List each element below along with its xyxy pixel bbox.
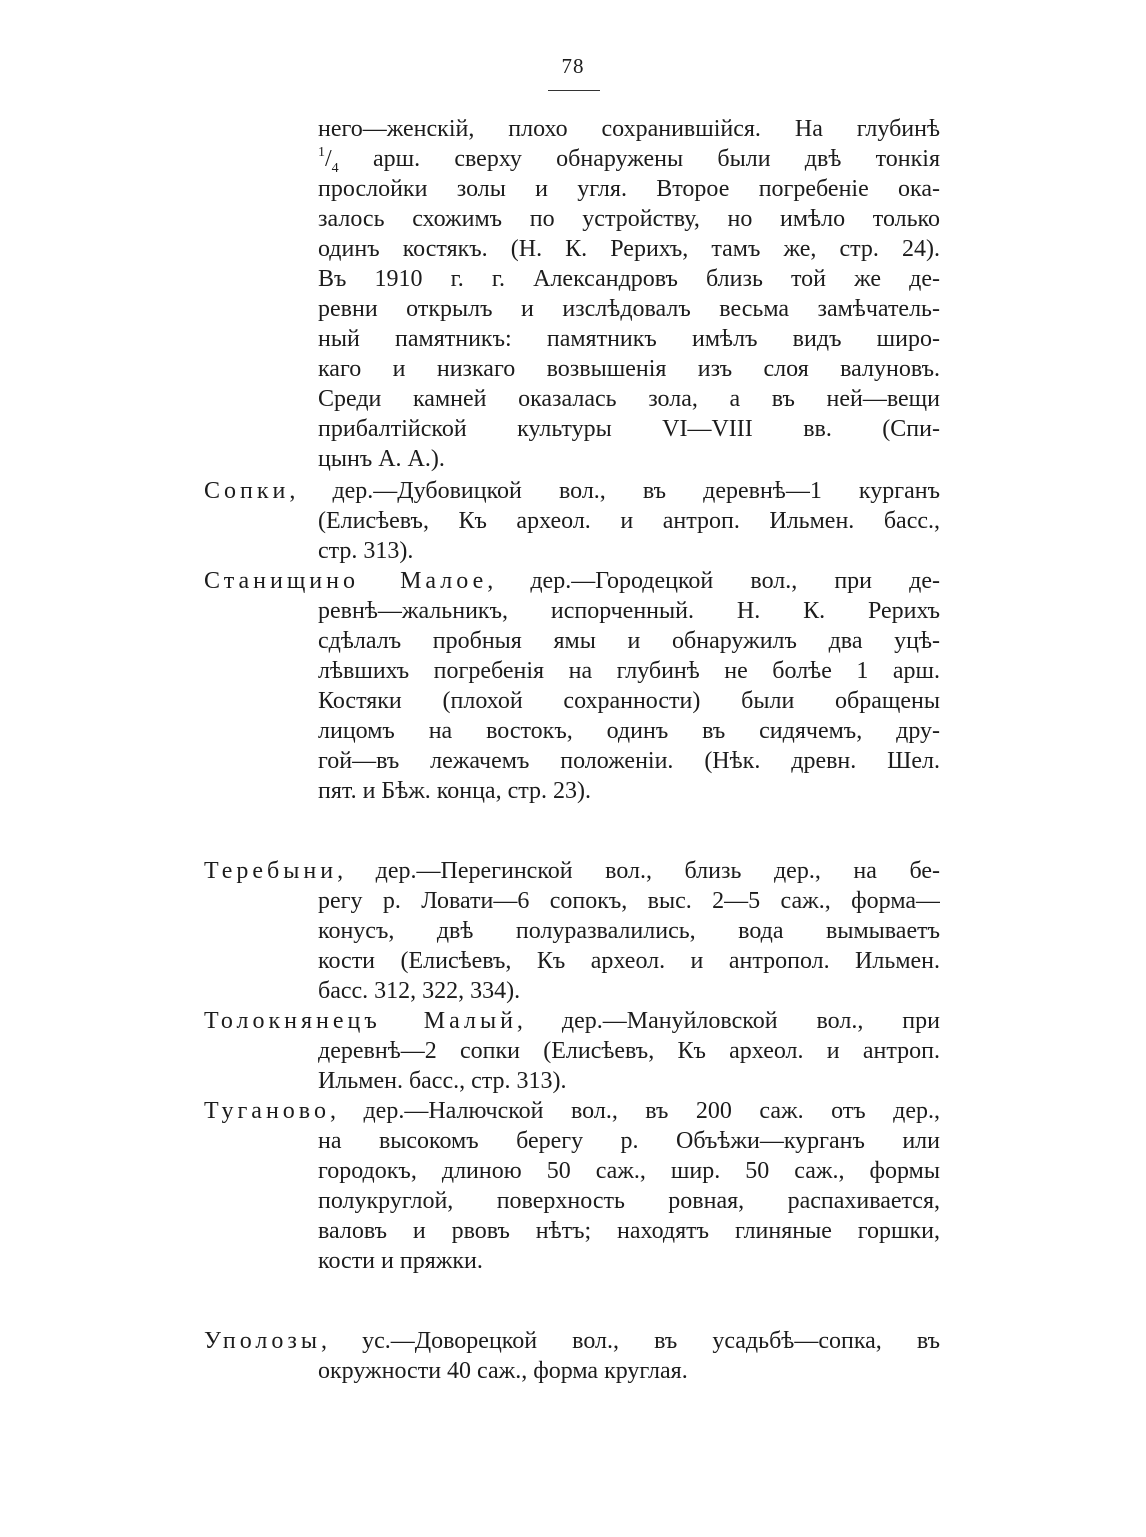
text-line: деревнѣ—2 сопки (Елисѣевъ, Къ археол. и антроп.: [318, 1038, 940, 1064]
entry-first-line-text: , дер.—Налючской вол., въ 200 саж. отъ дер.,: [329, 1098, 940, 1124]
text-line: стр. 313).: [318, 538, 414, 564]
text-line: сдѣлалъ пробныя ямы и обнаружилъ два уцѣ-: [318, 628, 940, 654]
entry-first-line-text: , дер.—Мануйловской вол., при: [516, 1008, 940, 1034]
text-line: конусъ, двѣ полуразвалились, вода вымываетъ: [318, 918, 940, 944]
entry-heading: Сопки: [204, 478, 290, 504]
text-line: гой—въ лежачемъ положеніи. (Нѣк. древн. Шел.: [318, 748, 940, 774]
text-line: Въ 1910 г. г. Александровъ близь той же де-: [318, 266, 940, 292]
text-line: на высокомъ берегу р. Объѣжи—курганъ или: [318, 1128, 940, 1154]
text-line: него—женскій, плохо сохранившійся. На глубинѣ: [318, 116, 940, 142]
text-line: прослойки золы и угля. Второе погребеніе ока-: [318, 176, 940, 202]
text-line: прибалтійской культуры VI—VIII вв. (Спи-: [318, 416, 940, 442]
text-line: [318, 144, 940, 174]
text-line: залось схожимъ по устройству, но имѣло только: [318, 206, 940, 232]
text-line: (Елисѣевъ, Къ археол. и антроп. Ильмен. басс.,: [318, 508, 940, 534]
entry-toloknyanets-first-line: [204, 1006, 940, 1036]
text-line-rest: арш. сверху обнаружены были двѣ тонкія: [372, 146, 940, 172]
text-line: городокъ, длиною 50 саж., шир. 50 саж., формы: [318, 1158, 940, 1184]
fraction-denominator: 4: [331, 160, 339, 174]
text-line: Среди камней оказалась зола, а въ ней—вещи: [318, 386, 940, 412]
entry-terebyni-first-line: [204, 856, 940, 886]
text-line: регу р. Ловати—6 сопокъ, выс. 2—5 саж., форма—: [318, 888, 940, 914]
entry-upolozy-first-line: [204, 1326, 940, 1356]
page-number-rule: [548, 90, 600, 91]
text-line: цынъ А. А.).: [318, 446, 445, 472]
entry-first-line-text: , дер.—Перегинской вол., близь дер., на бе-: [337, 858, 940, 884]
text-line: пят. и Бѣж. конца, стр. 23).: [318, 778, 592, 804]
text-line: басс. 312, 322, 334).: [318, 978, 521, 1004]
entry-heading: Уполозы: [204, 1328, 321, 1354]
entry-stanishchino-first-line: [204, 566, 940, 596]
text-line: лѣвшихъ погребенія на глубинѣ не болѣе 1 арш.: [318, 658, 940, 684]
entry-first-line-text: , дер.—Городецкой вол., при де-: [487, 568, 940, 594]
text-line: полукруглой, поверхность ровная, распахивается,: [318, 1188, 940, 1214]
text-line: ревни открылъ и изслѣдовалъ весьма замѣчатель-: [318, 296, 940, 322]
fraction-numerator: 1: [318, 145, 325, 160]
entry-first-line-text: , дер.—Дубовицкой вол., въ деревнѣ—1 курганъ: [289, 478, 940, 504]
entry-heading: Толокнянецъ Малый: [204, 1008, 517, 1034]
page-number: 78: [561, 54, 585, 78]
entry-heading: Туганово: [204, 1098, 330, 1124]
text-line: окружности 40 саж., форма круглая.: [318, 1358, 688, 1384]
entry-tuganovo-first-line: [204, 1096, 940, 1126]
fraction: $^1/_4$: [318, 145, 339, 174]
text-line: каго и низкаго возвышенія изъ слоя валуновъ.: [318, 356, 940, 382]
text-line: Ильмен. басс., стр. 313).: [318, 1068, 567, 1094]
text-line: кости и пряжки.: [318, 1248, 483, 1274]
text-line: одинъ костякъ. (Н. К. Рерихъ, тамъ же, стр. 24).: [318, 236, 940, 262]
text-line: кости (Елисѣевъ, Къ археол. и антропол. Ильмен.: [318, 948, 940, 974]
entry-heading: Станищино Малое: [204, 568, 488, 594]
text-line: ный памятникъ: памятникъ имѣлъ видъ широ-: [318, 326, 940, 352]
entry-sopki-first-line: [204, 476, 940, 506]
text-line: лицомъ на востокъ, одинъ въ сидячемъ, дру-: [318, 718, 940, 744]
text-line: валовъ и рвовъ нѣтъ; находятъ глиняные горшки,: [318, 1218, 940, 1244]
entry-first-line-text: , ус.—Доворецкой вол., въ усадьбѣ—сопка, въ: [321, 1328, 940, 1354]
entry-heading: Теребыни: [204, 858, 338, 884]
text-line: Костяки (плохой сохранности) были обращены: [318, 688, 940, 714]
text-line: ревнѣ—жальникъ, испорченный. Н. К. Рерихъ: [318, 598, 940, 624]
